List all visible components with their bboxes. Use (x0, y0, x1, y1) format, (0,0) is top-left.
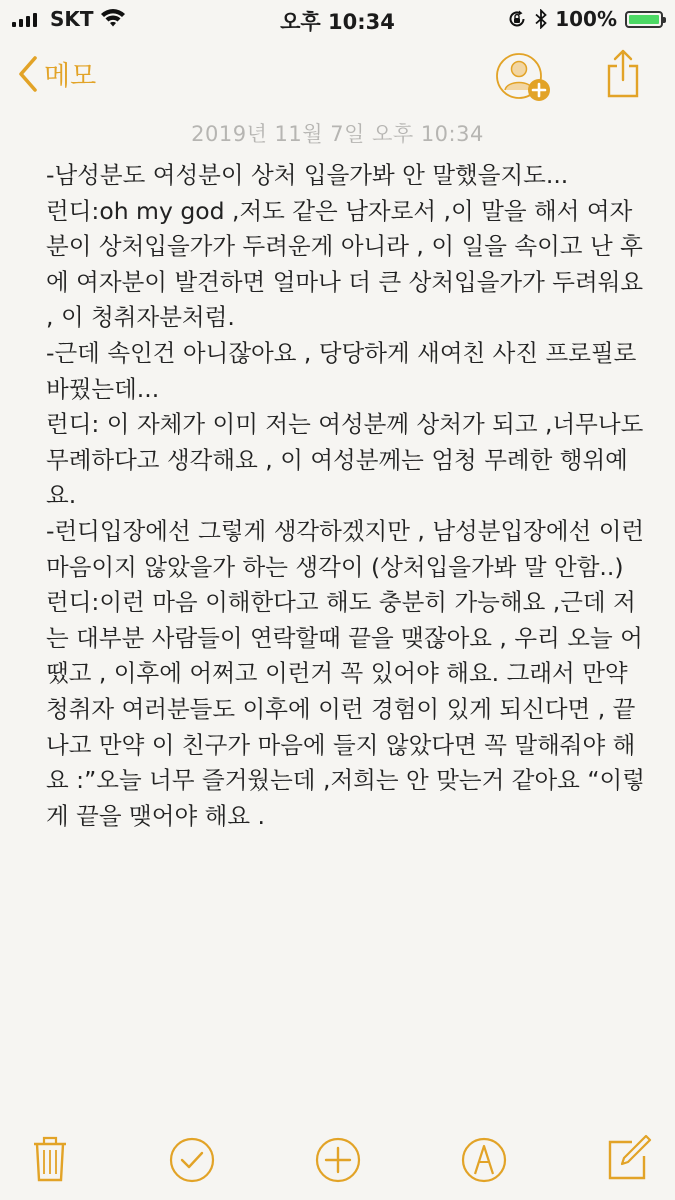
add-icon[interactable] (314, 1136, 362, 1184)
note-paragraph: -근데 속인건 아니잖아요 , 당당하게 새여친 사진 프로필로 바꿨는데... (46, 338, 637, 403)
markup-icon[interactable] (460, 1136, 508, 1184)
back-label: 메모 (44, 61, 97, 92)
battery-percent: 100% (555, 7, 617, 31)
note-paragraph: 런디:oh my god ,저도 같은 남자로서 ,이 말을 해서 여자분이 상처입을가가 두려운게 아니라 , 이 일을 속이고 난 후에 여자분이 발견하면 얼마나 더 큰 상처입을가가 두려워요 , 이 청취자분처럼. (46, 196, 644, 332)
note-paragraph: 런디: 이 자체가 이미 저는 여성분께 상처가 되고 ,너무나도 무례하다고 생각해요 , 이 여성분께는 엄청 무례한 행위예요. (46, 410, 644, 510)
carrier-name: SKT (50, 7, 94, 31)
add-person-icon[interactable] (495, 52, 555, 104)
bluetooth-icon (535, 9, 547, 29)
note-paragraph: -남성분도 여성분이 상처 입을가봐 안 말했을지도... (46, 161, 569, 189)
compose-icon[interactable] (606, 1132, 652, 1184)
navigation-bar (0, 40, 675, 112)
note-paragraph: -런디입장에선 그렇게 생각하겠지만 , 남성분입장에선 이런 마음이지 않았을가 하는 생각이 (상처입을가봐 말 안함..) (46, 516, 645, 581)
share-icon[interactable] (605, 48, 641, 100)
note-body[interactable] (46, 158, 646, 834)
bottom-toolbar (0, 1132, 675, 1200)
status-time: 오후 10:34 (280, 10, 395, 34)
trash-icon[interactable] (32, 1132, 68, 1184)
checklist-icon[interactable] (168, 1136, 216, 1184)
chevron-left-icon (18, 56, 38, 92)
status-bar (0, 0, 675, 40)
battery-icon (625, 11, 663, 28)
note-date: 2019년 11월 7일 오후 10:34 (191, 122, 484, 146)
back-button[interactable] (18, 54, 96, 93)
note-paragraph: 런디:이런 마음 이해한다고 해도 충분히 가능해요 ,근데 저는 대부분 사람들이 연락할때 끝을 맺잖아요 , 우리 오늘 어땠고 , 이후에 어쩌고 이런거 꼭 있어야 해요. 그래서 만약 청취자 여러분들도 이후에 이런 경험이 있게 되신다면 , 끝나고 만약 이 친구가 마음에 들지 않았다면 꼭 말해줘야 해요 :”오늘 너무 즐거웠는데 ,저희는 안 맞는거 같아요 “이렇게 끝을 맺어야 해요 . (46, 588, 645, 830)
orientation-lock-icon (507, 9, 527, 29)
